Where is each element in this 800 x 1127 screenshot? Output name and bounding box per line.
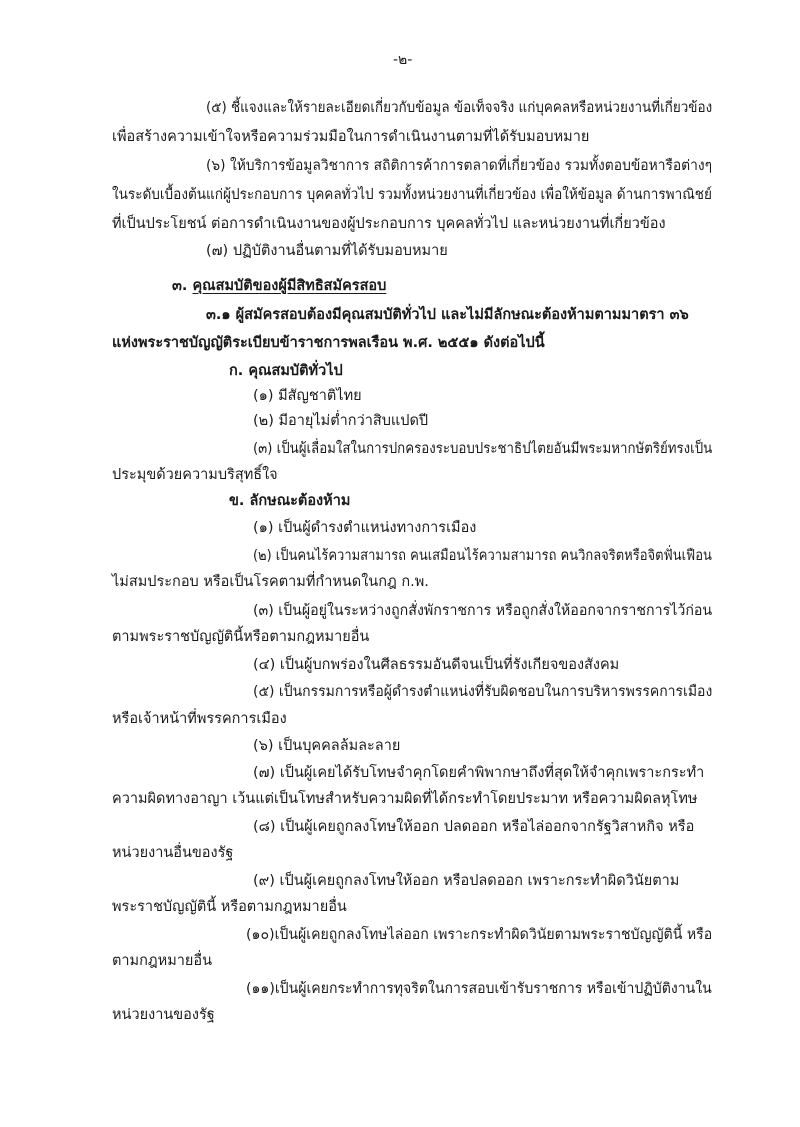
prohibited-9-line-2: พระราชบัญญัตินี้ หรือตามกฎหมายอื่น <box>112 899 347 915</box>
section-3-1-line-1: ๓.๑ ผู้สมัครสอบต้องมีคุณสมบัติทั่วไป และไม่มีลักษณะต้องห้ามตามมาตรา ๓๖ <box>206 307 689 323</box>
prohibited-7-line-2: ความผิดทางอาญา เว้นแต่เป็นโทษสำหรับความผิดที่ได้กระทำโดยประมาท หรือความผิดลหุโทษ <box>112 791 698 807</box>
paragraph-5-line-2: เพื่อสร้างความเข้าใจหรือความร่วมมือในการดำเนินงานตามที่ได้รับมอบหมาย <box>112 129 590 145</box>
general-qualification-3-line-2: ประมุขด้วยความบริสุทธิ์ใจ <box>112 467 278 483</box>
prohibited-7-line-1: (๗) เป็นผู้เคยได้รับโทษจำคุกโดยคำพิพากษาถึงที่สุดให้จำคุกเพราะกระทำ <box>253 765 705 781</box>
paragraph-6-line-3: ที่เป็นประโยชน์ ต่อการดำเนินงานของผู้ประกอบการ บุคคลทั่วไป และหน่วยงานที่เกี่ยวข้อง <box>112 216 666 232</box>
prohibited-10-line-2: ตามกฎหมายอื่น <box>112 953 213 969</box>
section-3-number: ๓. <box>172 278 188 294</box>
prohibited-8-line-2: หน่วยงานอื่นของรัฐ <box>112 845 234 861</box>
section-3-title: คุณสมบัติของผู้มีสิทธิสมัครสอบ <box>192 278 387 294</box>
prohibited-8-line-1: (๘) เป็นผู้เคยถูกลงโทษให้ออก ปลดออก หรือไล่ออกจากรัฐวิสาหกิจ หรือ <box>253 819 695 835</box>
general-qualification-3-line-1: (๓) เป็นผู้เลื่อมใสในการปกครองระบอบประชาธิปไตยอันมีพระมหากษัตริย์ทรงเป็น <box>253 441 713 457</box>
prohibited-2-line-1: (๒) เป็นคนไร้ความสามารถ คนเสมือนไร้ความสามารถ คนวิกลจริตหรือจิตฟั่นเฟือน <box>253 548 712 564</box>
paragraph-5-line-1: (๕) ชี้แจงและให้รายละเอียดเกี่ยวกับข้อมูล ข้อเท็จจริง แก่บุคคลหรือหน่วยงานที่เกี่ยวข้อง <box>206 100 713 116</box>
general-qualification-2: (๒) มีอายุไม่ต่ำกว่าสิบแปดปี <box>253 413 429 429</box>
prohibited-10-line-1: (๑๐)เป็นผู้เคยถูกลงโทษไล่ออก เพราะกระทำผิดวินัยตามพระราชบัญญัตินี้ หรือ <box>246 927 713 943</box>
prohibited-3-line-2: ตามพระราชบัญญัตินี้หรือตามกฎหมายอื่น <box>112 629 370 645</box>
paragraph-6-line-2: ในระดับเบื้องต้นแก่ผู้ประกอบการ บุคคลทั่วไป รวมทั้งหน่วยงานที่เกี่ยวข้อง เพื่อให้ข้อมูล ด้านการพาณิชย์ <box>112 187 712 203</box>
general-qualifications-heading: ก. คุณสมบัติทั่วไป <box>229 363 343 379</box>
prohibited-11-line-2: หน่วยงานของรัฐ <box>112 1007 215 1023</box>
paragraph-6-line-1: (๖) ให้บริการข้อมูลวิชาการ สถิติการค้าการตลาดที่เกี่ยวข้อง รวมทั้งตอบข้อหารือต่างๆ <box>206 158 713 174</box>
prohibited-5-line-2: หรือเจ้าหน้าที่พรรคการเมือง <box>112 711 287 727</box>
prohibited-characteristics-heading: ข. ลักษณะต้องห้าม <box>229 493 351 509</box>
page-number: -๒- <box>393 52 413 68</box>
prohibited-4: (๔) เป็นผู้บกพร่องในศีลธรรมอันดีจนเป็นที่รังเกียจของสังคม <box>253 657 620 673</box>
prohibited-11-line-1: (๑๑)เป็นผู้เคยกระทำการทุจริตในการสอบเข้ารับราชการ หรือเข้าปฏิบัติงานใน <box>246 981 712 997</box>
prohibited-2-line-2: ไม่สมประกอบ หรือเป็นโรคตามที่กำหนดในกฎ ก.พ. <box>112 574 429 590</box>
section-3-1-line-2: แห่งพระราชบัญญัติระเบียบข้าราชการพลเรือน พ.ศ. ๒๕๕๑ ดังต่อไปนี้ <box>112 335 545 351</box>
prohibited-3-line-1: (๓) เป็นผู้อยู่ในระหว่างถูกสั่งพักราชการ หรือถูกสั่งให้ออกจากราชการไว้ก่อน <box>253 603 713 619</box>
paragraph-7: (๗) ปฏิบัติงานอื่นตามที่ได้รับมอบหมาย <box>206 243 448 259</box>
prohibited-1: (๑) เป็นผู้ดำรงตำแหน่งทางการเมือง <box>253 520 477 536</box>
section-3-heading <box>172 276 386 296</box>
prohibited-9-line-1: (๙) เป็นผู้เคยถูกลงโทษให้ออก หรือปลดออก เพราะกระทำผิดวินัยตาม <box>253 873 680 889</box>
prohibited-6: (๖) เป็นบุคคลล้มละลาย <box>253 738 401 754</box>
prohibited-5-line-1: (๕) เป็นกรรมการหรือผู้ดำรงตำแหน่งที่รับผิดชอบในการบริหารพรรคการเมือง <box>253 684 713 700</box>
general-qualification-1: (๑) มีสัญชาติไทย <box>253 388 362 404</box>
